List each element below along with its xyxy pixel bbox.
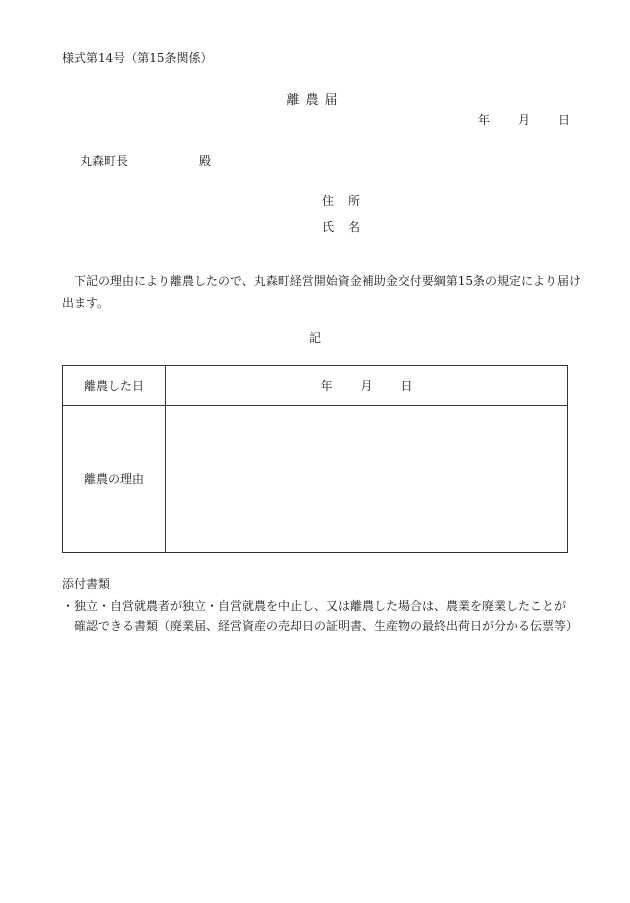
attachments-line-1: ・独立・自営就農者が独立・自営就農を中止し、又は離農した場合は、農業を廃業したことが	[62, 599, 567, 613]
table-row-withdrawal-date	[63, 366, 567, 406]
withdrawal-reason-header: 離農の理由	[63, 405, 166, 552]
applicant-address-label	[322, 194, 360, 208]
name-char-2: 名	[348, 220, 361, 234]
name-char-1: 氏	[322, 220, 335, 234]
form-number: 様式第14号（第15条関係）	[62, 51, 213, 65]
table-row-withdrawal-reason	[63, 405, 567, 552]
withdrawal-day-label: 日	[400, 379, 413, 393]
submission-date	[478, 113, 570, 127]
date-year-label: 年	[478, 113, 491, 127]
detail-table	[62, 365, 568, 553]
attachments-heading: 添付書類	[62, 577, 111, 591]
date-day-label: 日	[558, 113, 571, 127]
document-title: 離農届	[286, 93, 344, 108]
attachments-line-2: 確認できる書類（廃業届、経営資産の売却日の証明書、生産物の最終出荷日が分かる伝票等）	[74, 619, 579, 633]
date-month-label: 月	[518, 113, 531, 127]
withdrawal-date-header: 離農した日	[63, 366, 166, 405]
ki-label: 記	[308, 331, 321, 345]
address-char-2: 所	[348, 194, 361, 208]
withdrawal-year-label: 年	[320, 379, 333, 393]
withdrawal-month-label: 月	[360, 379, 373, 393]
addressee-name: 丸森町長	[80, 154, 129, 168]
applicant-name-label	[322, 220, 360, 234]
withdrawal-date-field[interactable]	[166, 366, 567, 405]
addressee-honorific: 殿	[199, 154, 212, 168]
body-text: 下記の理由により離農したので、丸森町経営開始資金補助金交付要綱第15条の規定により届け出ます。	[62, 274, 582, 310]
withdrawal-reason-field[interactable]	[166, 405, 567, 552]
address-char-1: 住	[322, 194, 335, 208]
